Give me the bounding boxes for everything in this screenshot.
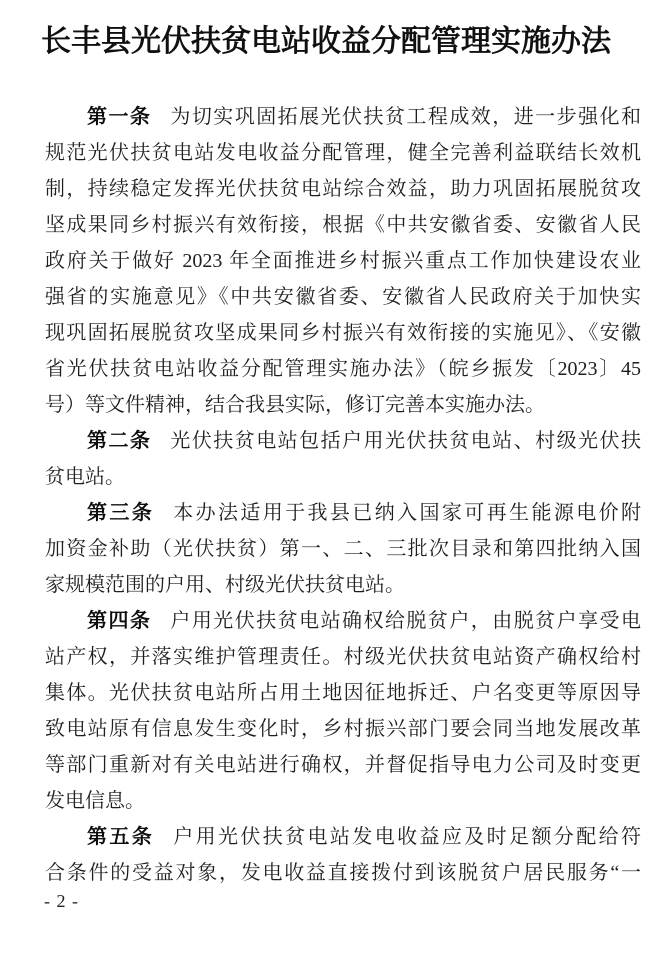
body-line: 合条件的受益对象，发电收益直接拨付到该脱贫户居民服务“一: [45, 862, 641, 884]
document-title: 长丰县光伏扶贫电站收益分配管理实施办法: [41, 25, 611, 58]
body-line: 贫电站。: [45, 466, 125, 488]
body-line: 制，持续稳定发挥光伏扶贫电站综合效益，助力巩固拓展脱贫攻: [45, 178, 641, 200]
body-line: 集体。光伏扶贫电站所占用土地因征地拆迁、户名变更等原因导: [45, 682, 641, 704]
article-first-line: [45, 99, 641, 135]
page-number: - 2 -: [44, 891, 79, 911]
article-first-text: 本办法适用于我县已纳入国家可再生能源电价附: [173, 502, 642, 524]
body-line: 现巩固拓展脱贫攻坚成果同乡村振兴有效衔接的实施见》、《安徽: [45, 322, 641, 344]
body-line: 规范光伏扶贫电站发电收益分配管理，健全完善利益联结长效机: [45, 142, 641, 164]
body-line: 等部门重新对有关电站进行确权，并督促指导电力公司及时变更: [45, 754, 641, 776]
article-paragraph: [45, 495, 641, 603]
article-first-line: [45, 423, 641, 459]
document-body: [45, 99, 641, 891]
article-first-text: 户用光伏扶贫电站发电收益应及时足额分配给符: [173, 826, 642, 848]
article-label: 第一条: [87, 106, 152, 128]
article-paragraph: [45, 423, 641, 495]
body-line: 站产权，并落实维护管理责任。村级光伏扶贫电站资产确权给村: [45, 646, 641, 668]
article-label: 第五条: [87, 826, 155, 848]
article-first-text: 户用光伏扶贫电站确权给脱贫户，由脱贫户享受电: [170, 610, 641, 632]
body-line: 坚成果同乡村振兴有效衔接，根据《中共安徽省委、安徽省人民: [45, 214, 641, 236]
body-line: 加资金补助（光伏扶贫）第一、二、三批次目录和第四批纳入国: [45, 538, 641, 560]
article-first-text: 为切实巩固拓展光伏扶贫工程成效，进一步强化和: [170, 106, 641, 128]
body-line: 强省的实施意见》《中共安徽省委、安徽省人民政府关于加快实: [45, 286, 641, 308]
article-first-line: [45, 603, 641, 639]
body-line: 省光伏扶贫电站收益分配管理实施办法》（皖乡振发〔2023〕45: [45, 358, 641, 380]
article-paragraph: [45, 99, 641, 423]
article-paragraph: [45, 603, 641, 819]
body-line: 发电信息。: [45, 790, 145, 812]
article-label: 第三条: [87, 502, 155, 524]
article-paragraph: [45, 819, 641, 891]
article-first-line: [45, 495, 641, 531]
article-label: 第四条: [87, 610, 152, 632]
body-line: 致电站原有信息发生变化时，乡村振兴部门要会同当地发展改革: [45, 718, 641, 740]
article-label: 第二条: [87, 430, 152, 452]
article-first-text: 光伏扶贫电站包括户用光伏扶贫电站、村级光伏扶: [170, 430, 641, 452]
body-line: 号）等文件精神，结合我县实际，修订完善本实施办法。: [45, 394, 545, 416]
body-line: 家规模范围的户用、村级光伏扶贫电站。: [45, 574, 405, 596]
article-first-line: [45, 819, 641, 855]
body-line: 政府关于做好 2023 年全面推进乡村振兴重点工作加快建设农业: [45, 250, 641, 272]
